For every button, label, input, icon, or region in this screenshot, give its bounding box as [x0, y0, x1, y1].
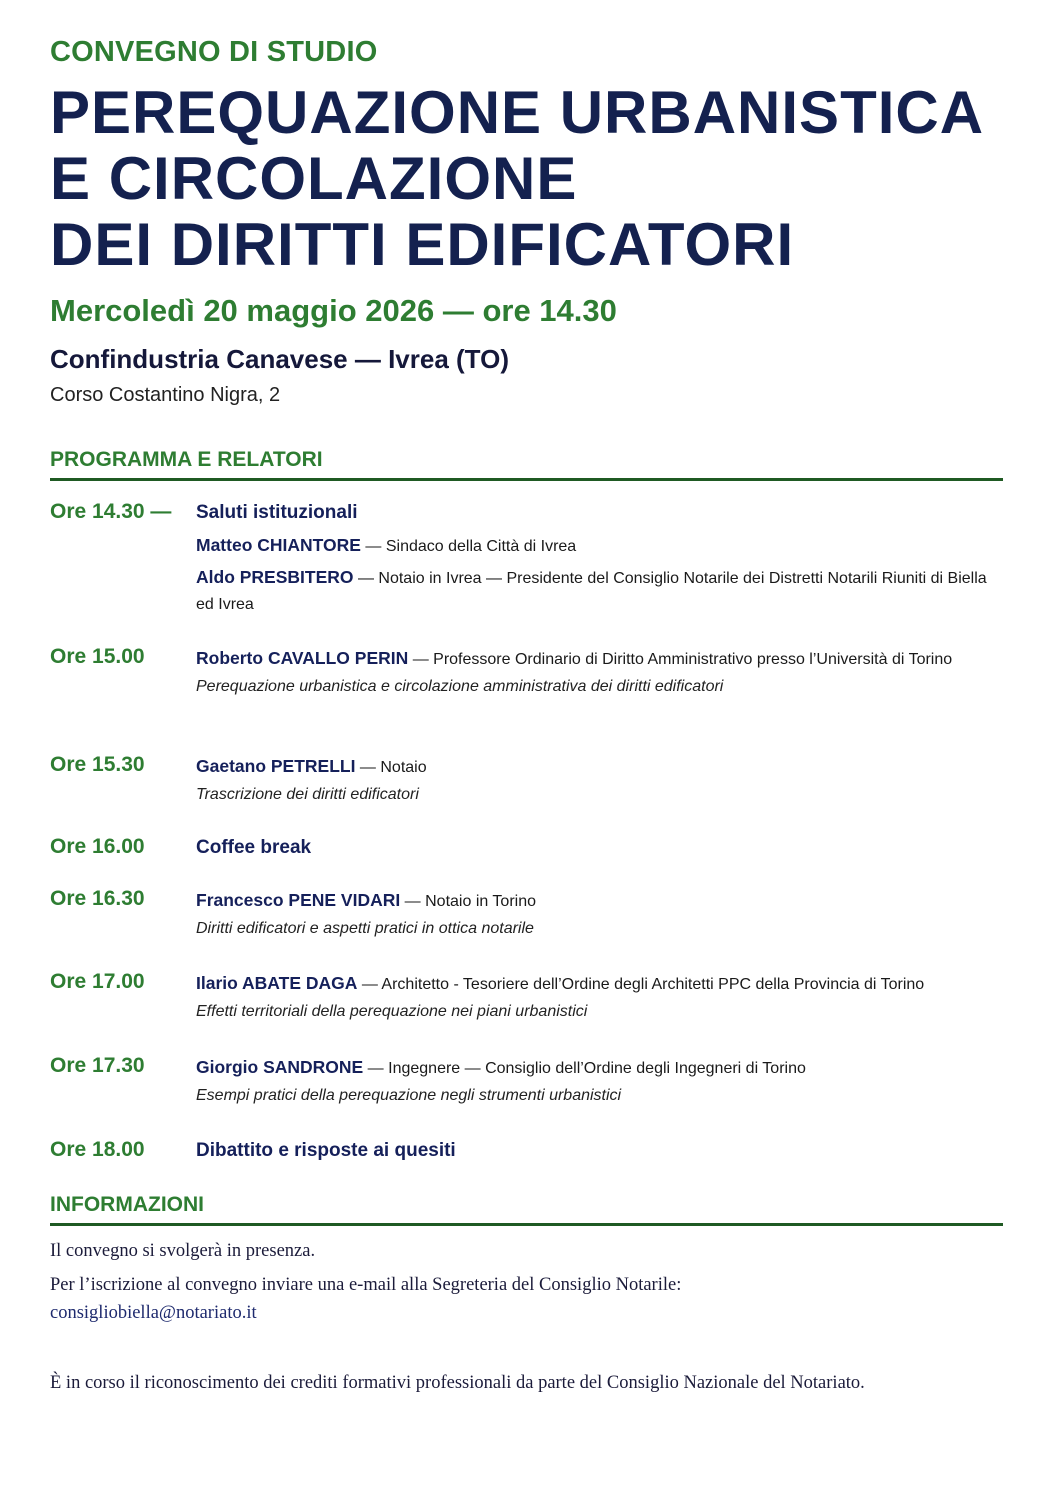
speaker-entry [196, 887, 996, 915]
speaker-role: — Architetto - Tesoriere dell’Ordine degli Architetti PPC della Provincia di Torino [357, 976, 925, 993]
program-heading: Dibattito e risposte ai quesiti [196, 1140, 456, 1161]
speaker-name: Roberto CAVALLO PERIN [196, 648, 409, 668]
program-time: Ore 16.30 [50, 887, 145, 910]
event-date: Mercoledì 20 maggio 2026 — ore 14.30 [50, 293, 617, 328]
program-time: Ore 17.30 [50, 1054, 145, 1077]
program-time: Ore 18.00 [50, 1138, 145, 1161]
speaker-name: Ilario ABATE DAGA [196, 973, 358, 993]
talk-title: Perequazione urbanistica e circolazione amministrativa dei diritti edificatori [196, 678, 724, 695]
talk-title: Trascrizione dei diritti edificatori [196, 786, 419, 803]
registration-email-link[interactable]: consigliobiella@notariato.it [50, 1303, 257, 1323]
program-heading: Saluti istituzionali [196, 502, 358, 523]
speaker-role: — Notaio in Ivrea — Presidente del Consiglio Notarile dei Distretti Notarili Riuniti di Biella ed Ivrea [196, 570, 987, 613]
speaker-name: Matteo CHIANTORE [196, 535, 361, 555]
speaker-role: — Professore Ordinario di Diritto Amministrativo presso l’Università di Torino [408, 651, 953, 668]
speaker-name: Aldo PRESBITERO [196, 567, 354, 587]
title-line-3: DEI DIRITTI EDIFICATORI [50, 211, 795, 278]
info-credits: È in corso il riconoscimento dei crediti formativi professionali da parte del Consiglio Nazionale del Notariato. [50, 1373, 865, 1393]
speaker-role: — Sindaco della Città di Ivrea [360, 538, 577, 555]
event-kicker: CONVEGNO DI STUDIO [50, 36, 378, 68]
event-title [50, 80, 984, 278]
talk-title: Diritti edificatori e aspetti pratici in ottica notarile [196, 920, 534, 937]
speaker-entry [196, 753, 996, 781]
speaker-name: Francesco PENE VIDARI [196, 890, 401, 910]
section-heading-program: PROGRAMMA E RELATORI [50, 448, 1003, 481]
event-address: Corso Costantino Nigra, 2 [50, 384, 281, 406]
speaker-name: Giorgio SANDRONE [196, 1057, 364, 1077]
speaker-role: — Notaio [355, 759, 427, 776]
speaker-entry [196, 645, 996, 673]
title-line-1: PEREQUAZIONE URBANISTICA [50, 79, 985, 146]
speaker-entry [196, 532, 996, 560]
program-heading: Coffee break [196, 837, 312, 858]
program-time: Ore 17.00 [50, 970, 145, 993]
program-time: Ore 15.00 [50, 645, 145, 668]
info-presence: Il convegno si svolgerà in presenza. [50, 1241, 316, 1261]
speaker-role: — Ingegnere — Consiglio dell’Ordine degli Ingegneri di Torino [363, 1060, 806, 1077]
program-time: Ore 16.00 [50, 835, 145, 858]
event-venue: Confindustria Canavese — Ivrea (TO) [50, 344, 509, 374]
speaker-role: — Notaio in Torino [400, 893, 537, 910]
speaker-name: Gaetano PETRELLI [196, 756, 356, 776]
program-time: Ore 14.30 — [50, 500, 172, 523]
program-time: Ore 15.30 [50, 753, 145, 776]
talk-title: Esempi pratici della perequazione negli strumenti urbanistici [196, 1087, 622, 1104]
title-line-2: E CIRCOLAZIONE [50, 145, 578, 212]
info-registration: Per l’iscrizione al convegno inviare una e-mail alla Segreteria del Consiglio Notarile: [50, 1275, 682, 1295]
speaker-entry [196, 970, 1016, 998]
speaker-entry [196, 1054, 996, 1082]
speaker-entry [196, 564, 996, 618]
section-heading-info: INFORMAZIONI [50, 1193, 1003, 1226]
talk-title: Effetti territoriali della perequazione nei piani urbanistici [196, 1003, 588, 1020]
